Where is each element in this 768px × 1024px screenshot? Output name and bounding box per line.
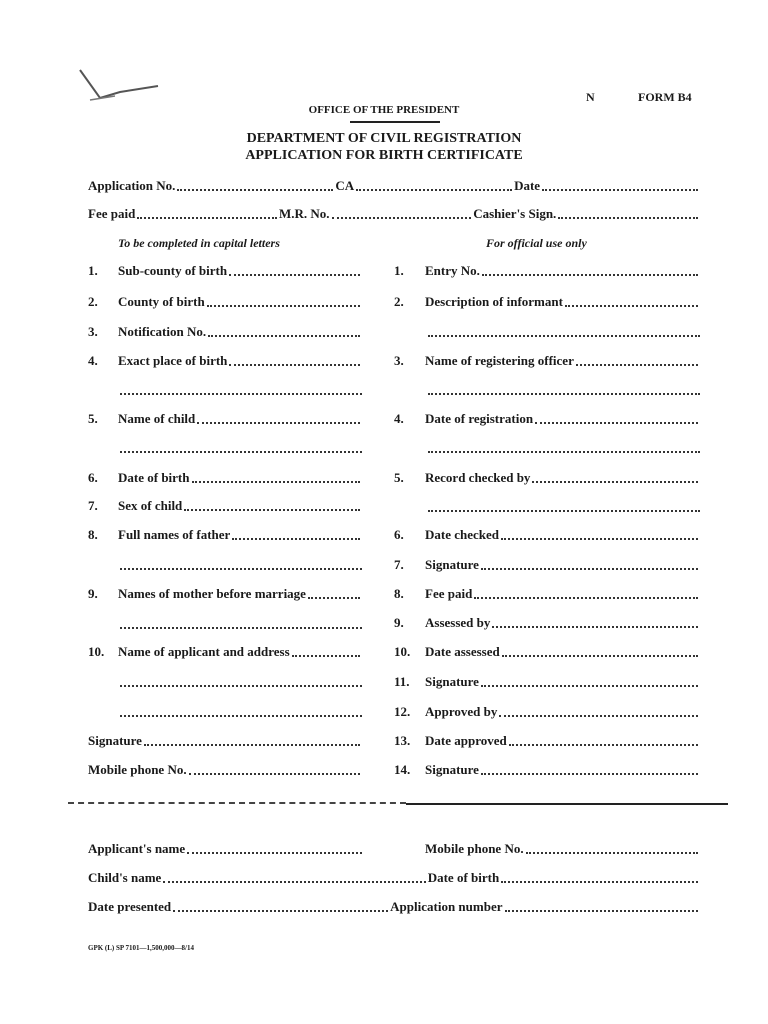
- father-continuation-field[interactable]: [120, 568, 362, 570]
- right-item-number: 9.: [394, 615, 404, 630]
- notification-label: Notification No.: [118, 324, 207, 339]
- signature-field[interactable]: [481, 685, 698, 687]
- date-of-birth-field[interactable]: [192, 481, 361, 483]
- cashiers-sign-label: Cashier's Sign.: [473, 206, 557, 221]
- application-title: APPLICATION FOR BIRTH CERTIFICATE: [245, 148, 523, 163]
- serial-letter: N: [586, 90, 595, 104]
- date-of-registration-continuation-field[interactable]: [428, 451, 700, 453]
- applicant-address-line-2[interactable]: [120, 715, 362, 717]
- fee-row: [88, 206, 700, 222]
- application-number-field[interactable]: [505, 910, 699, 912]
- name-of-child-field[interactable]: [197, 422, 360, 424]
- signature-label: Signature: [425, 557, 479, 572]
- mobile-field[interactable]: [189, 773, 360, 775]
- left-section-heading: To be completed in capital letters: [118, 236, 280, 250]
- place-of-birth-label: Exact place of birth: [118, 353, 228, 368]
- left-item-mother: [118, 586, 362, 602]
- cashiers-sign-field[interactable]: [558, 217, 698, 219]
- informant-field[interactable]: [565, 305, 698, 307]
- registering-officer-continuation-field[interactable]: [428, 393, 700, 395]
- left-item-sex-of-child: [118, 498, 362, 514]
- date-of-birth-label: Date of birth: [118, 470, 190, 485]
- date-of-birth-label: Date of birth: [427, 870, 500, 885]
- sub-county-field[interactable]: [229, 274, 360, 276]
- right-item-entry-no: [425, 263, 700, 279]
- left-item-name-of-child: [118, 411, 362, 427]
- mobile-phone-field[interactable]: [526, 852, 698, 854]
- pen-mark-icon: [60, 60, 170, 110]
- application-number-row: [88, 178, 700, 194]
- signature-field[interactable]: [481, 568, 698, 570]
- application-no-label: Application No.: [88, 178, 176, 193]
- left-item-number: 1.: [88, 263, 98, 278]
- right-item-date-checked: [425, 527, 700, 543]
- mobile-label: Mobile phone No.: [88, 762, 187, 777]
- right-item-number: 5.: [394, 470, 404, 485]
- right-item-number: 3.: [394, 353, 404, 368]
- approved-by-field[interactable]: [499, 715, 698, 717]
- assessed-by-field[interactable]: [492, 626, 698, 628]
- applicant-address-line-1[interactable]: [120, 685, 362, 687]
- signature-field[interactable]: [144, 744, 360, 746]
- left-item-father: [118, 527, 362, 543]
- application-no-field[interactable]: [177, 189, 333, 191]
- left-item-number: 8.: [88, 527, 98, 542]
- left-item-applicant: [118, 644, 362, 660]
- right-item-number: 4.: [394, 411, 404, 426]
- counterfoil-presented-row: [88, 899, 700, 915]
- left-item-number: 7.: [88, 498, 98, 513]
- left-item-number: 6.: [88, 470, 98, 485]
- right-item-number: 13.: [394, 733, 411, 748]
- right-item-number: 2.: [394, 294, 404, 309]
- ca-label: CA: [335, 178, 355, 193]
- right-item-record-checked: [425, 470, 700, 486]
- applicant-field[interactable]: [292, 655, 360, 657]
- right-item-assessed-by: [425, 615, 700, 631]
- father-field[interactable]: [232, 538, 360, 540]
- tear-off-line-dashed: [68, 802, 406, 804]
- right-item-number: 8.: [394, 586, 404, 601]
- right-item-signature-1: [425, 557, 700, 573]
- date-of-registration-field[interactable]: [535, 422, 698, 424]
- county-label: County of birth: [118, 294, 205, 309]
- fee-paid-label: Fee paid: [88, 206, 136, 221]
- counterfoil-applicant-row: [88, 841, 364, 857]
- mobile-row: [88, 762, 362, 778]
- date-checked-label: Date checked: [425, 527, 500, 542]
- mobile-phone-label: Mobile phone No.: [425, 841, 524, 856]
- signature-row: [88, 733, 362, 749]
- left-item-number: 10.: [88, 644, 105, 659]
- county-field[interactable]: [207, 305, 360, 307]
- right-item-signature-2: [425, 674, 700, 690]
- place-of-birth-continuation-field[interactable]: [120, 393, 362, 395]
- office-title: OFFICE OF THE PRESIDENT: [308, 104, 460, 116]
- tear-off-line-solid: [406, 803, 728, 805]
- date-approved-field[interactable]: [509, 744, 698, 746]
- counterfoil-mobile-row: [425, 841, 700, 857]
- right-item-number: 6.: [394, 527, 404, 542]
- informant-label: Description of informant: [425, 294, 563, 309]
- right-item-number: 10.: [394, 644, 411, 659]
- right-item-number: 12.: [394, 704, 411, 719]
- registering-officer-label: Name of registering officer: [425, 353, 574, 368]
- ca-field[interactable]: [356, 189, 512, 191]
- right-item-date-assessed: [425, 644, 700, 660]
- counterfoil-child-row: [88, 870, 700, 886]
- signature-field[interactable]: [481, 773, 698, 775]
- entry-no-field[interactable]: [482, 274, 698, 276]
- signature-label: Signature: [425, 762, 479, 777]
- form-code: FORM B4: [638, 90, 692, 104]
- mr-no-field[interactable]: [332, 217, 472, 219]
- application-number-label: Application number: [390, 899, 503, 914]
- place-of-birth-field[interactable]: [229, 364, 360, 366]
- mother-label: Names of mother before marriage: [118, 586, 306, 601]
- printer-code: GPK (L) SP 7101—1,500,000—8/14: [88, 944, 194, 952]
- right-item-signature-3: [425, 762, 700, 778]
- office-underline: [350, 121, 440, 123]
- left-item-number: 3.: [88, 324, 98, 339]
- date-presented-label: Date presented: [88, 899, 172, 914]
- date-checked-field[interactable]: [501, 538, 698, 540]
- sex-of-child-label: Sex of child: [118, 498, 183, 513]
- right-item-informant: [425, 294, 700, 310]
- left-item-number: 4.: [88, 353, 98, 368]
- date-of-registration-label: Date of registration: [425, 411, 534, 426]
- right-item-date-approved: [425, 733, 700, 749]
- approved-by-label: Approved by: [425, 704, 498, 719]
- right-item-registering-officer: [425, 353, 700, 369]
- mother-continuation-field[interactable]: [120, 627, 362, 629]
- fee-paid-field[interactable]: [474, 597, 698, 599]
- date-presented-field[interactable]: [173, 910, 388, 912]
- date-of-birth-field[interactable]: [501, 881, 698, 883]
- right-item-number: 14.: [394, 762, 411, 777]
- sub-county-label: Sub-county of birth: [118, 263, 228, 278]
- father-label: Full names of father: [118, 527, 231, 542]
- right-item-fee-paid: [425, 586, 700, 602]
- department-title: DEPARTMENT OF CIVIL REGISTRATION: [246, 131, 522, 146]
- name-of-child-label: Name of child: [118, 411, 196, 426]
- right-section-heading: For official use only: [486, 236, 587, 250]
- childs-name-label: Child's name: [88, 870, 162, 885]
- record-checked-label: Record checked by: [425, 470, 531, 485]
- date-assessed-field[interactable]: [502, 655, 698, 657]
- mother-field[interactable]: [308, 597, 360, 599]
- applicants-name-label: Applicant's name: [88, 841, 186, 856]
- sex-of-child-field[interactable]: [184, 509, 360, 511]
- record-checked-continuation-field[interactable]: [428, 510, 700, 512]
- left-item-notification: [118, 324, 362, 340]
- notification-field[interactable]: [208, 335, 360, 337]
- date-approved-label: Date approved: [425, 733, 507, 748]
- registering-officer-field[interactable]: [576, 364, 698, 366]
- right-item-number: 11.: [394, 674, 410, 689]
- signature-label: Signature: [425, 674, 479, 689]
- mr-no-label: M.R. No.: [279, 206, 330, 221]
- informant-continuation-field[interactable]: [428, 335, 700, 337]
- applicants-name-field[interactable]: [187, 852, 362, 854]
- left-item-number: 2.: [88, 294, 98, 309]
- left-item-place-of-birth: [118, 353, 362, 369]
- right-item-date-of-registration: [425, 411, 700, 427]
- left-item-county: [118, 294, 362, 310]
- right-item-approved-by: [425, 704, 700, 720]
- signature-label: Signature: [88, 733, 142, 748]
- fee-paid-field[interactable]: [137, 217, 277, 219]
- left-item-number: 5.: [88, 411, 98, 426]
- childs-name-field[interactable]: [163, 881, 425, 883]
- date-assessed-label: Date assessed: [425, 644, 500, 659]
- left-item-number: 9.: [88, 586, 98, 601]
- right-item-number: 1.: [394, 263, 404, 278]
- record-checked-field[interactable]: [532, 481, 698, 483]
- name-of-child-continuation-field[interactable]: [120, 451, 362, 453]
- fee-paid-label: Fee paid: [425, 586, 473, 601]
- assessed-by-label: Assessed by: [425, 615, 491, 630]
- left-item-sub-county: [118, 263, 362, 279]
- date-label: Date: [514, 178, 541, 193]
- right-item-number: 7.: [394, 557, 404, 572]
- applicant-label: Name of applicant and address: [118, 644, 290, 659]
- left-item-date-of-birth: [118, 470, 362, 486]
- date-field[interactable]: [542, 189, 698, 191]
- entry-no-label: Entry No.: [425, 263, 480, 278]
